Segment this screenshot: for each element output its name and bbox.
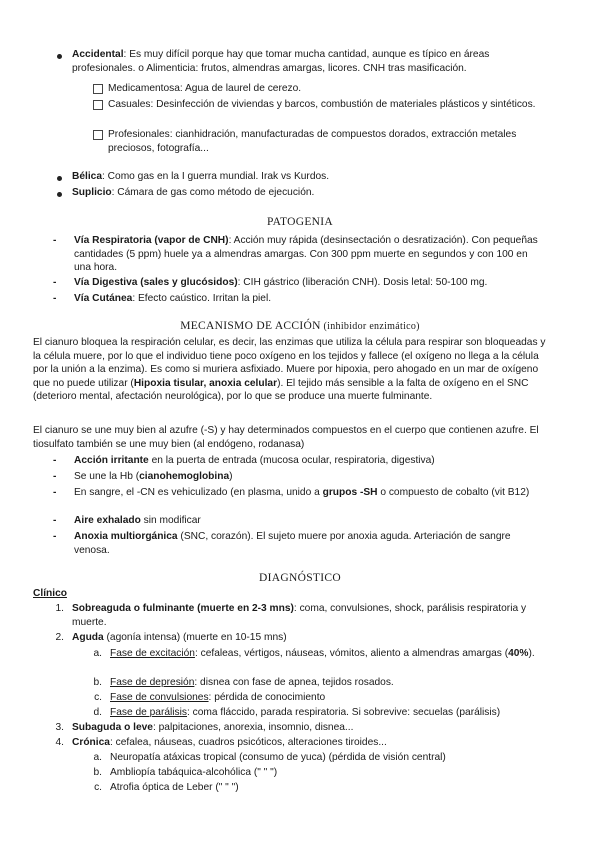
bullet-suplicio: Suplicio: Cámara de gas como método de ejecución. xyxy=(72,187,315,198)
list-number: 2. xyxy=(55,632,64,643)
cronica-atrofia: Atrofia óptica de Leber (" " ") xyxy=(110,782,239,793)
check-item-profesionales: Profesionales: cianhidración, manufacturadas de compuestos dorados, extracción metales preciosos, fotografía... xyxy=(108,129,520,154)
aguda-fase-convulsiones: Fase de convulsiones: pérdida de conocimiento xyxy=(110,692,326,703)
check-item-medicamentosa: Medicamentosa: Agua de laurel de cerezo. xyxy=(108,83,302,94)
list-letter: c. xyxy=(94,782,102,793)
bullet-belica: Bélica: Como gas en la I guerra mundial. Irak vs Kurdos. xyxy=(72,171,330,182)
mecanismo-item-sangre: En sangre, el -CN es vehiculizado (en plasma, unido a grupos -SH o compuesto de cobalto (vit B12) xyxy=(74,487,530,498)
diagnostico-sobreaguda: Sobreaguda o fulminante (muerte en 2-3 mns): coma, convulsiones, shock, parálisis respiratoria y muerte. xyxy=(72,603,529,628)
mecanismo-item-irritante: Acción irritante en la puerta de entrada (mucosa ocular, respiratoria, digestiva) xyxy=(74,455,435,466)
bullet-dot xyxy=(57,176,62,181)
dash-marker: - xyxy=(53,455,57,466)
list-number: 1. xyxy=(55,603,64,614)
bullet-accidental: Accidental: Es muy difícil porque hay que tomar mucha cantidad, aunque es típico en áreas profesionales. o Alimenticia: frutos, almendras amargas, licores. CNH tras masificación. xyxy=(72,49,493,74)
heading-patogenia: PATOGENIA xyxy=(267,216,333,228)
cronica-ambliopia: Ambliopía tabáquica-alcohólica (" " ") xyxy=(110,767,278,778)
mecanismo-item-hb: Se une la Hb (cianohemoglobina) xyxy=(74,471,233,482)
aguda-fase-excitacion: Fase de excitación: cefaleas, vértigos, náuseas, vómitos, aliento a almendras amargas (40%). xyxy=(110,648,535,659)
dash-marker: - xyxy=(53,531,57,542)
checkbox-icon xyxy=(93,84,103,94)
dash-marker: - xyxy=(53,293,57,304)
list-number: 3. xyxy=(55,722,64,733)
heading-mecanismo: MECANISMO DE ACCIÓN (inhibidor enzimático) xyxy=(180,320,420,332)
list-letter: a. xyxy=(93,752,102,763)
list-letter: c. xyxy=(94,692,102,703)
list-number: 4. xyxy=(55,737,64,748)
patogenia-cutanea: Vía Cutánea: Efecto caústico. Irritan la piel. xyxy=(74,293,272,304)
diagnostico-subaguda: Subaguda o leve: palpitaciones, anorexia, insomnio, disnea... xyxy=(72,722,354,733)
cronica-neuropatia: Neuropatía atáxicas tropical (consumo de yuca) (pérdida de visión central) xyxy=(110,752,446,763)
patogenia-digestiva: Vía Digestiva (sales y glucósidos): CIH gástrico (liberación CNH). Dosis letal: 50-100 mg. xyxy=(74,277,488,288)
heading-diagnostico: DIAGNÓSTICO xyxy=(259,572,341,584)
subheading-clinico: Clínico xyxy=(33,588,67,599)
bullet-dot xyxy=(57,192,62,197)
checkbox-icon xyxy=(93,130,103,140)
mecanismo-paragraph-2: El cianuro se une muy bien al azufre (-S) y hay determinados compuestos en el cuerpo que contienen azufre. El tiosulfato también se une muy bien (al endógeno, rodanasa) xyxy=(33,425,542,450)
list-letter: d. xyxy=(93,707,102,718)
diagnostico-aguda: Aguda (agonía intensa) (muerte en 10-15 mns) xyxy=(72,632,287,643)
list-letter: b. xyxy=(93,677,102,688)
list-letter: a. xyxy=(93,648,102,659)
dash-marker: - xyxy=(53,277,57,288)
mecanismo-item-anoxia: Anoxia multiorgánica (SNC, corazón). El sujeto muere por anoxia aguda. Arteriación de sangre venosa. xyxy=(74,531,514,556)
dash-marker: - xyxy=(53,487,57,498)
diagnostico-cronica: Crónica: cefalea, náuseas, cuadros psicóticos, alteraciones tiroides... xyxy=(72,737,387,748)
bullet-dot xyxy=(57,54,62,59)
list-letter: b. xyxy=(93,767,102,778)
aguda-fase-paralisis: Fase de parálisis: coma fláccido, parada respiratoria. Si sobrevive: secuelas (parálisis) xyxy=(110,707,501,718)
checkbox-icon xyxy=(93,100,103,110)
aguda-fase-depresion: Fase de depresión: disnea con fase de apnea, tejidos rosados. xyxy=(110,677,394,688)
mecanismo-paragraph-1: El cianuro bloquea la respiración celular, es decir, las enzimas que utiliza la célula para respirar son bloqueadas y la célula muere, por lo que el individuo tiene poco oxígeno en los tejidos y fallece (el oxígeno no llega a la célula por la unión a la enzima). Es como si muriera asfixiado. Muere por hipoxia, pero ahogado en un mar de oxígeno que no puede utilizar (Hipoxia tisular, anoxia celular). El tejido más sensible a la falta de oxígeno en el SNC (deterioro mental, afectación neurológica), por lo que se produce una muerte fulminante. xyxy=(33,337,549,403)
check-item-casuales: Casuales: Desinfección de viviendas y barcos, combustión de materiales plásticos y sintéticos. xyxy=(108,99,536,110)
dash-marker: - xyxy=(53,515,57,526)
patogenia-respiratoria: Vía Respiratoria (vapor de CNH): Acción muy rápida (desinsectación o desratización). Con pequeñas cantidades (5 ppm) huele ya a almendras amargas. Con 300 ppm muerte en segundos y con 100 en una hora. xyxy=(74,235,541,274)
mecanismo-item-aire: Aire exhalado sin modificar xyxy=(74,515,201,526)
dash-marker: - xyxy=(53,471,57,482)
dash-marker: - xyxy=(53,235,57,246)
